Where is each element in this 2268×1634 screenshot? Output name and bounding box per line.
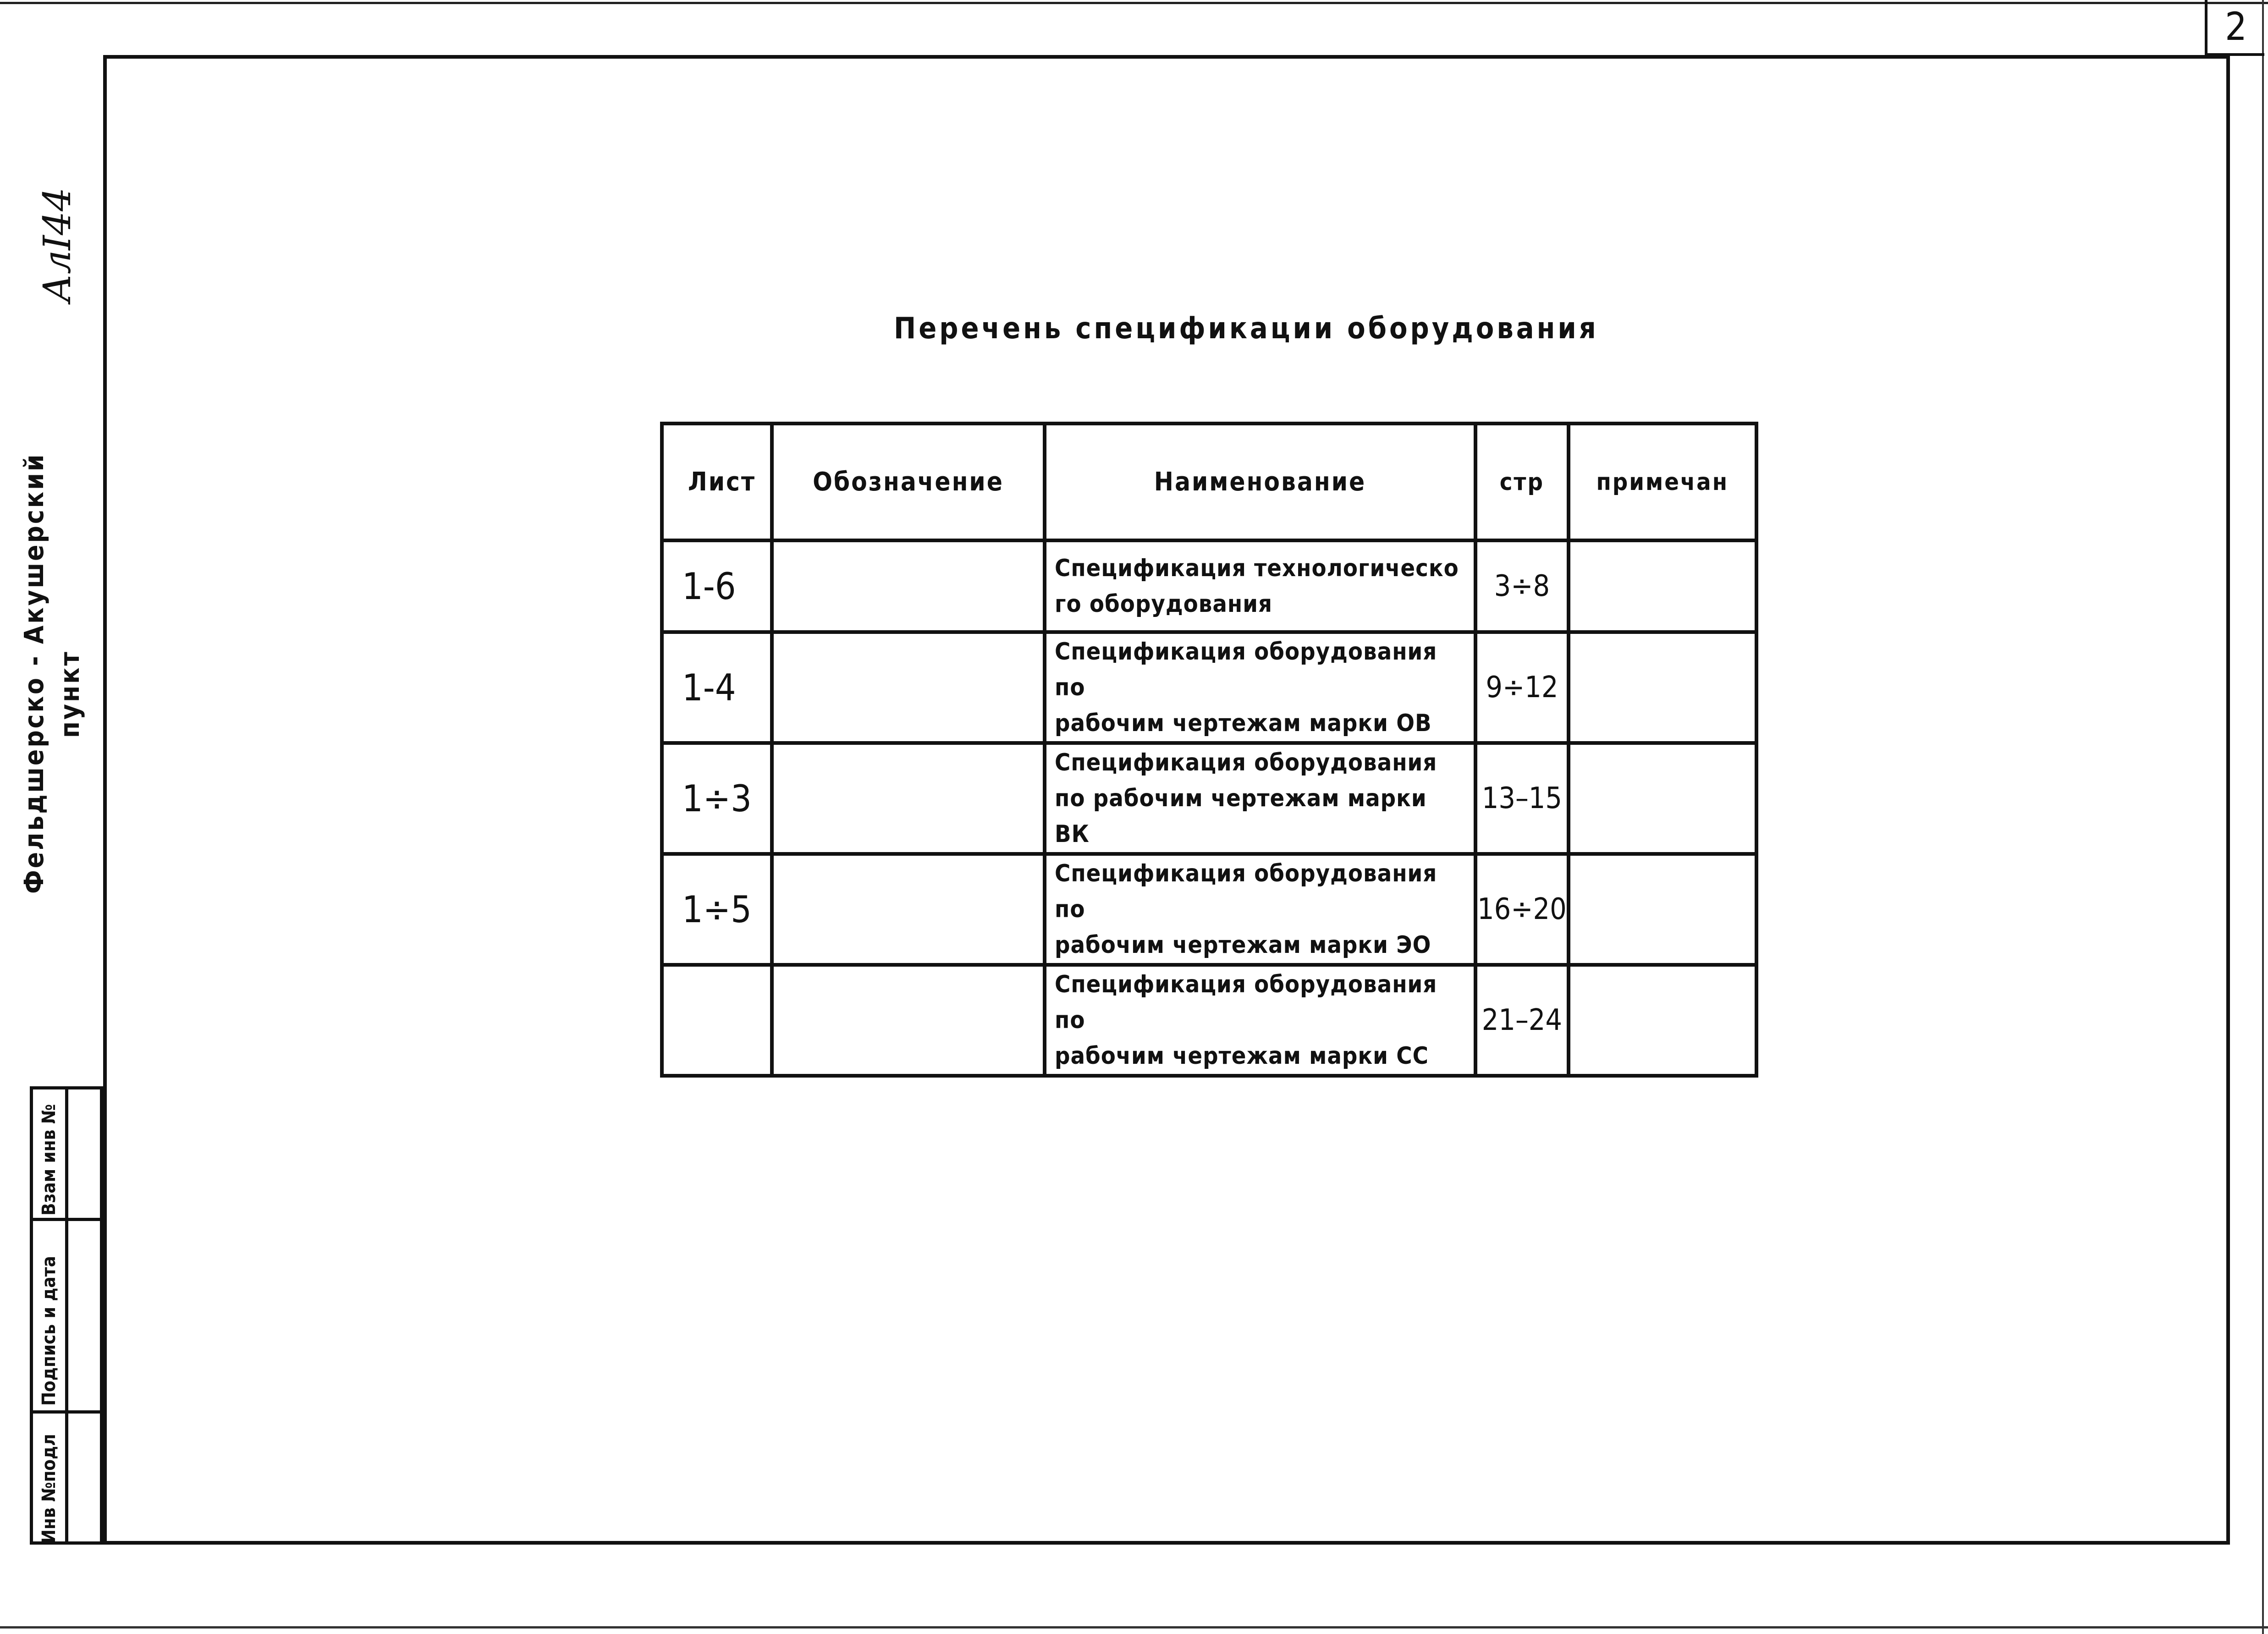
cell-name [1045, 632, 1475, 743]
document-code: АлI44 [36, 187, 79, 303]
header-sheet: Лист [662, 424, 772, 540]
stamp-inv-original: Инв №подл [39, 1434, 60, 1543]
cell-pages: 21–24 [1475, 965, 1569, 1076]
cell-name-line1: Спецификация оборудования по [1055, 638, 1437, 701]
cell-name-line1: Спецификация оборудования по [1055, 860, 1437, 923]
cell-note [1569, 540, 1756, 632]
table-row [662, 632, 1756, 743]
stamp-column-divider [65, 1089, 68, 1541]
stamp-replaced-inv: Взам инв № [39, 1104, 60, 1216]
sheet-top-edge [0, 2, 2268, 4]
project-name-line2: пункт [54, 650, 85, 738]
cell-sheet: 1÷3 [662, 743, 772, 854]
cell-name-line1: Спецификация оборудования [1055, 749, 1437, 776]
cell-designation [772, 632, 1045, 743]
stamp-signature-date: Подпись и дата [39, 1256, 60, 1406]
cell-designation [772, 540, 1045, 632]
page-title: Перечень спецификации оборудования [894, 312, 1599, 346]
sheet-bottom-edge [0, 1626, 2268, 1628]
cell-note [1569, 743, 1756, 854]
table-row [662, 854, 1756, 965]
stamp-row-divider [33, 1410, 100, 1414]
cell-pages: 3÷8 [1475, 540, 1569, 632]
cell-sheet: 1-4 [662, 632, 772, 743]
cell-name-line2: рабочим чертежам марки ОВ [1055, 710, 1432, 737]
table-row [662, 743, 1756, 854]
project-name-line1: Фельдшерско - Акушерский [18, 452, 50, 894]
cell-name-line1: Спецификация технологическо [1055, 555, 1459, 582]
cell-name-line1: Спецификация оборудования по [1055, 971, 1437, 1034]
header-name: Наименование [1045, 424, 1475, 540]
cell-pages: 9÷12 [1475, 632, 1569, 743]
table-header-row [662, 424, 1756, 540]
cell-sheet [662, 965, 772, 1076]
sheet-right-edge [2262, 0, 2264, 1634]
cell-sheet: 1÷5 [662, 854, 772, 965]
cell-designation [772, 743, 1045, 854]
cell-sheet: 1-6 [662, 540, 772, 632]
cell-name [1045, 540, 1475, 632]
specification-table [660, 422, 1758, 1078]
cell-name-line2: по рабочим чертежам марки ВК [1055, 785, 1427, 848]
cell-pages: 13–15 [1475, 743, 1569, 854]
stamp-row-divider [33, 1218, 100, 1221]
cell-name [1045, 854, 1475, 965]
table-row [662, 965, 1756, 1076]
table-row [662, 540, 1756, 632]
cell-note [1569, 854, 1756, 965]
cell-name [1045, 965, 1475, 1076]
cell-name [1045, 743, 1475, 854]
header-note: примечан [1569, 424, 1756, 540]
cell-name-line2: рабочим чертежам марки ЭО [1055, 931, 1431, 959]
approval-stamp [30, 1086, 103, 1545]
cell-note [1569, 632, 1756, 743]
header-designation: Обозначение [772, 424, 1045, 540]
cell-name-line2: рабочим чертежам марки СС [1055, 1042, 1429, 1070]
cell-name-line2: го оборудования [1055, 590, 1273, 618]
cell-note [1569, 965, 1756, 1076]
cell-designation [772, 965, 1045, 1076]
cell-designation [772, 854, 1045, 965]
header-pages: стр [1475, 424, 1569, 540]
cell-pages: 16÷20 [1475, 854, 1569, 965]
sheet-number: 2 [2205, 0, 2264, 56]
